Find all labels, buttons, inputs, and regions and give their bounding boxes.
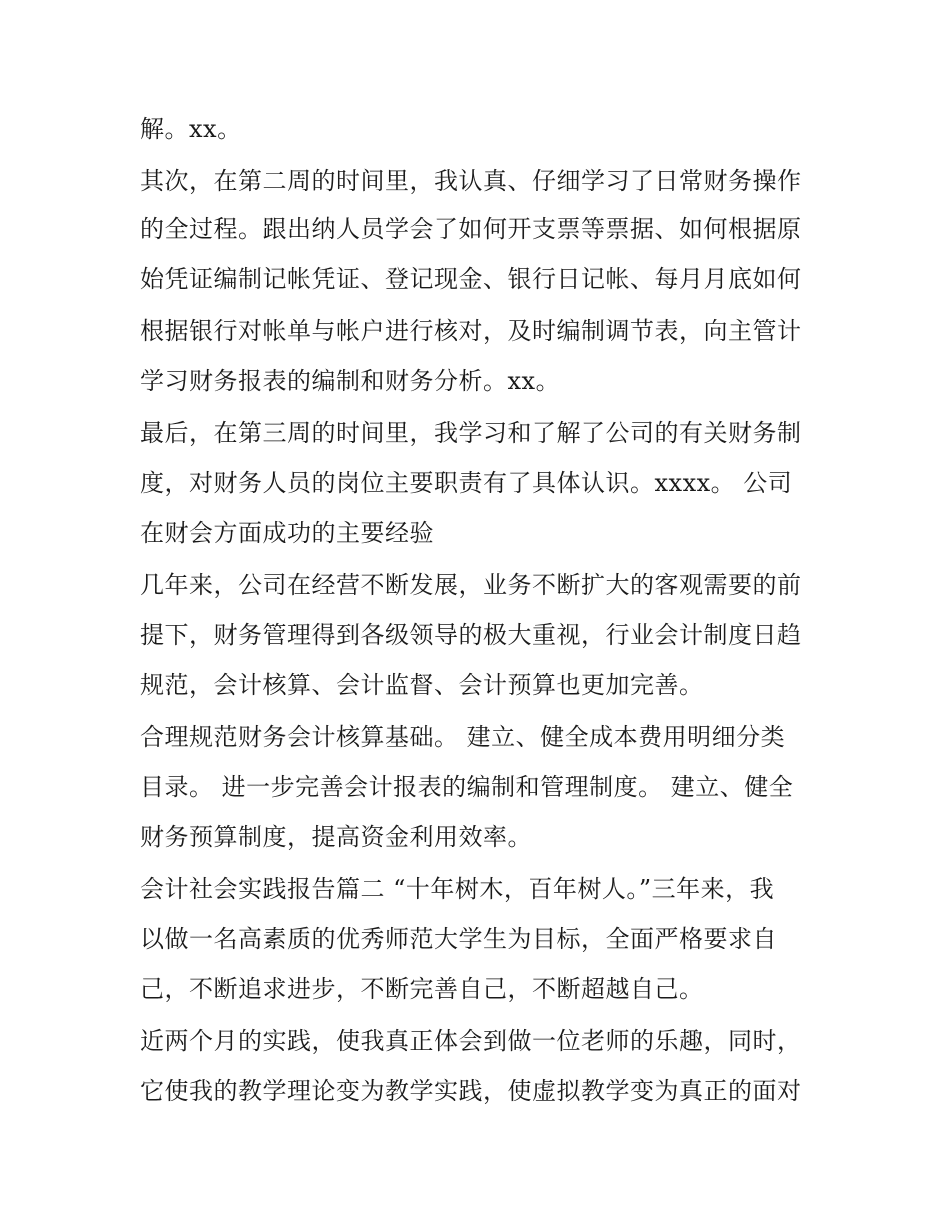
text-line: 己，不断追求进步，不断完善自己，不断超越自己。 [140, 975, 704, 1003]
text-line: 解。xx。 [140, 115, 242, 143]
text-line: 几年来，公司在经营不断发展，业务不断扩大的客观需要的前 [140, 571, 802, 599]
text-line: 学习财务报表的编制和财务分析。xx。 [140, 367, 561, 395]
text-line: 目录。 进一步完善会计报表的编制和管理制度。 建立、健全 [140, 773, 794, 801]
text-line: 度，对财务人员的岗位主要职责有了具体认识。xxxx。 公司 [140, 469, 793, 497]
text-line: 始凭证编制记帐凭证、登记现金、银行日记帐、每月月底如何 [140, 265, 802, 293]
text-line: 根据银行对帐单与帐户进行核对，及时编制调节表，向主管计 [140, 317, 802, 345]
text-line: 以做一名高素质的优秀师范大学生为目标，全面严格要求自 [140, 925, 777, 953]
text-line: 近两个月的实践，使我真正体会到做一位老师的乐趣，同时， [140, 1027, 802, 1055]
text-line: 最后，在第三周的时间里，我学习和了解了公司的有关财务制 [140, 419, 802, 447]
text-line: 的全过程。跟出纳人员学会了如何开支票等票据、如何根据原 [140, 215, 802, 243]
text-line: 提下，财务管理得到各级领导的极大重视，行业会计制度日趋 [140, 621, 802, 649]
text-line: 在财会方面成功的主要经验 [140, 519, 434, 547]
text-line: 财务预算制度，提高资金利用效率。 [140, 823, 532, 851]
text-line: 会计社会实践报告篇二 “十年树木，百年树人。”三年来，我 [140, 875, 775, 903]
text-line: 规范，会计核算、会计监督、会计预算也更加完善。 [140, 671, 704, 699]
text-line: 合理规范财务会计核算基础。 建立、健全成本费用明细分类 [140, 723, 786, 751]
text-line: 它使我的教学理论变为教学实践，使虚拟教学变为真正的面对 [140, 1077, 802, 1105]
text-line: 其次，在第二周的时间里，我认真、仔细学习了日常财务操作 [140, 167, 802, 195]
